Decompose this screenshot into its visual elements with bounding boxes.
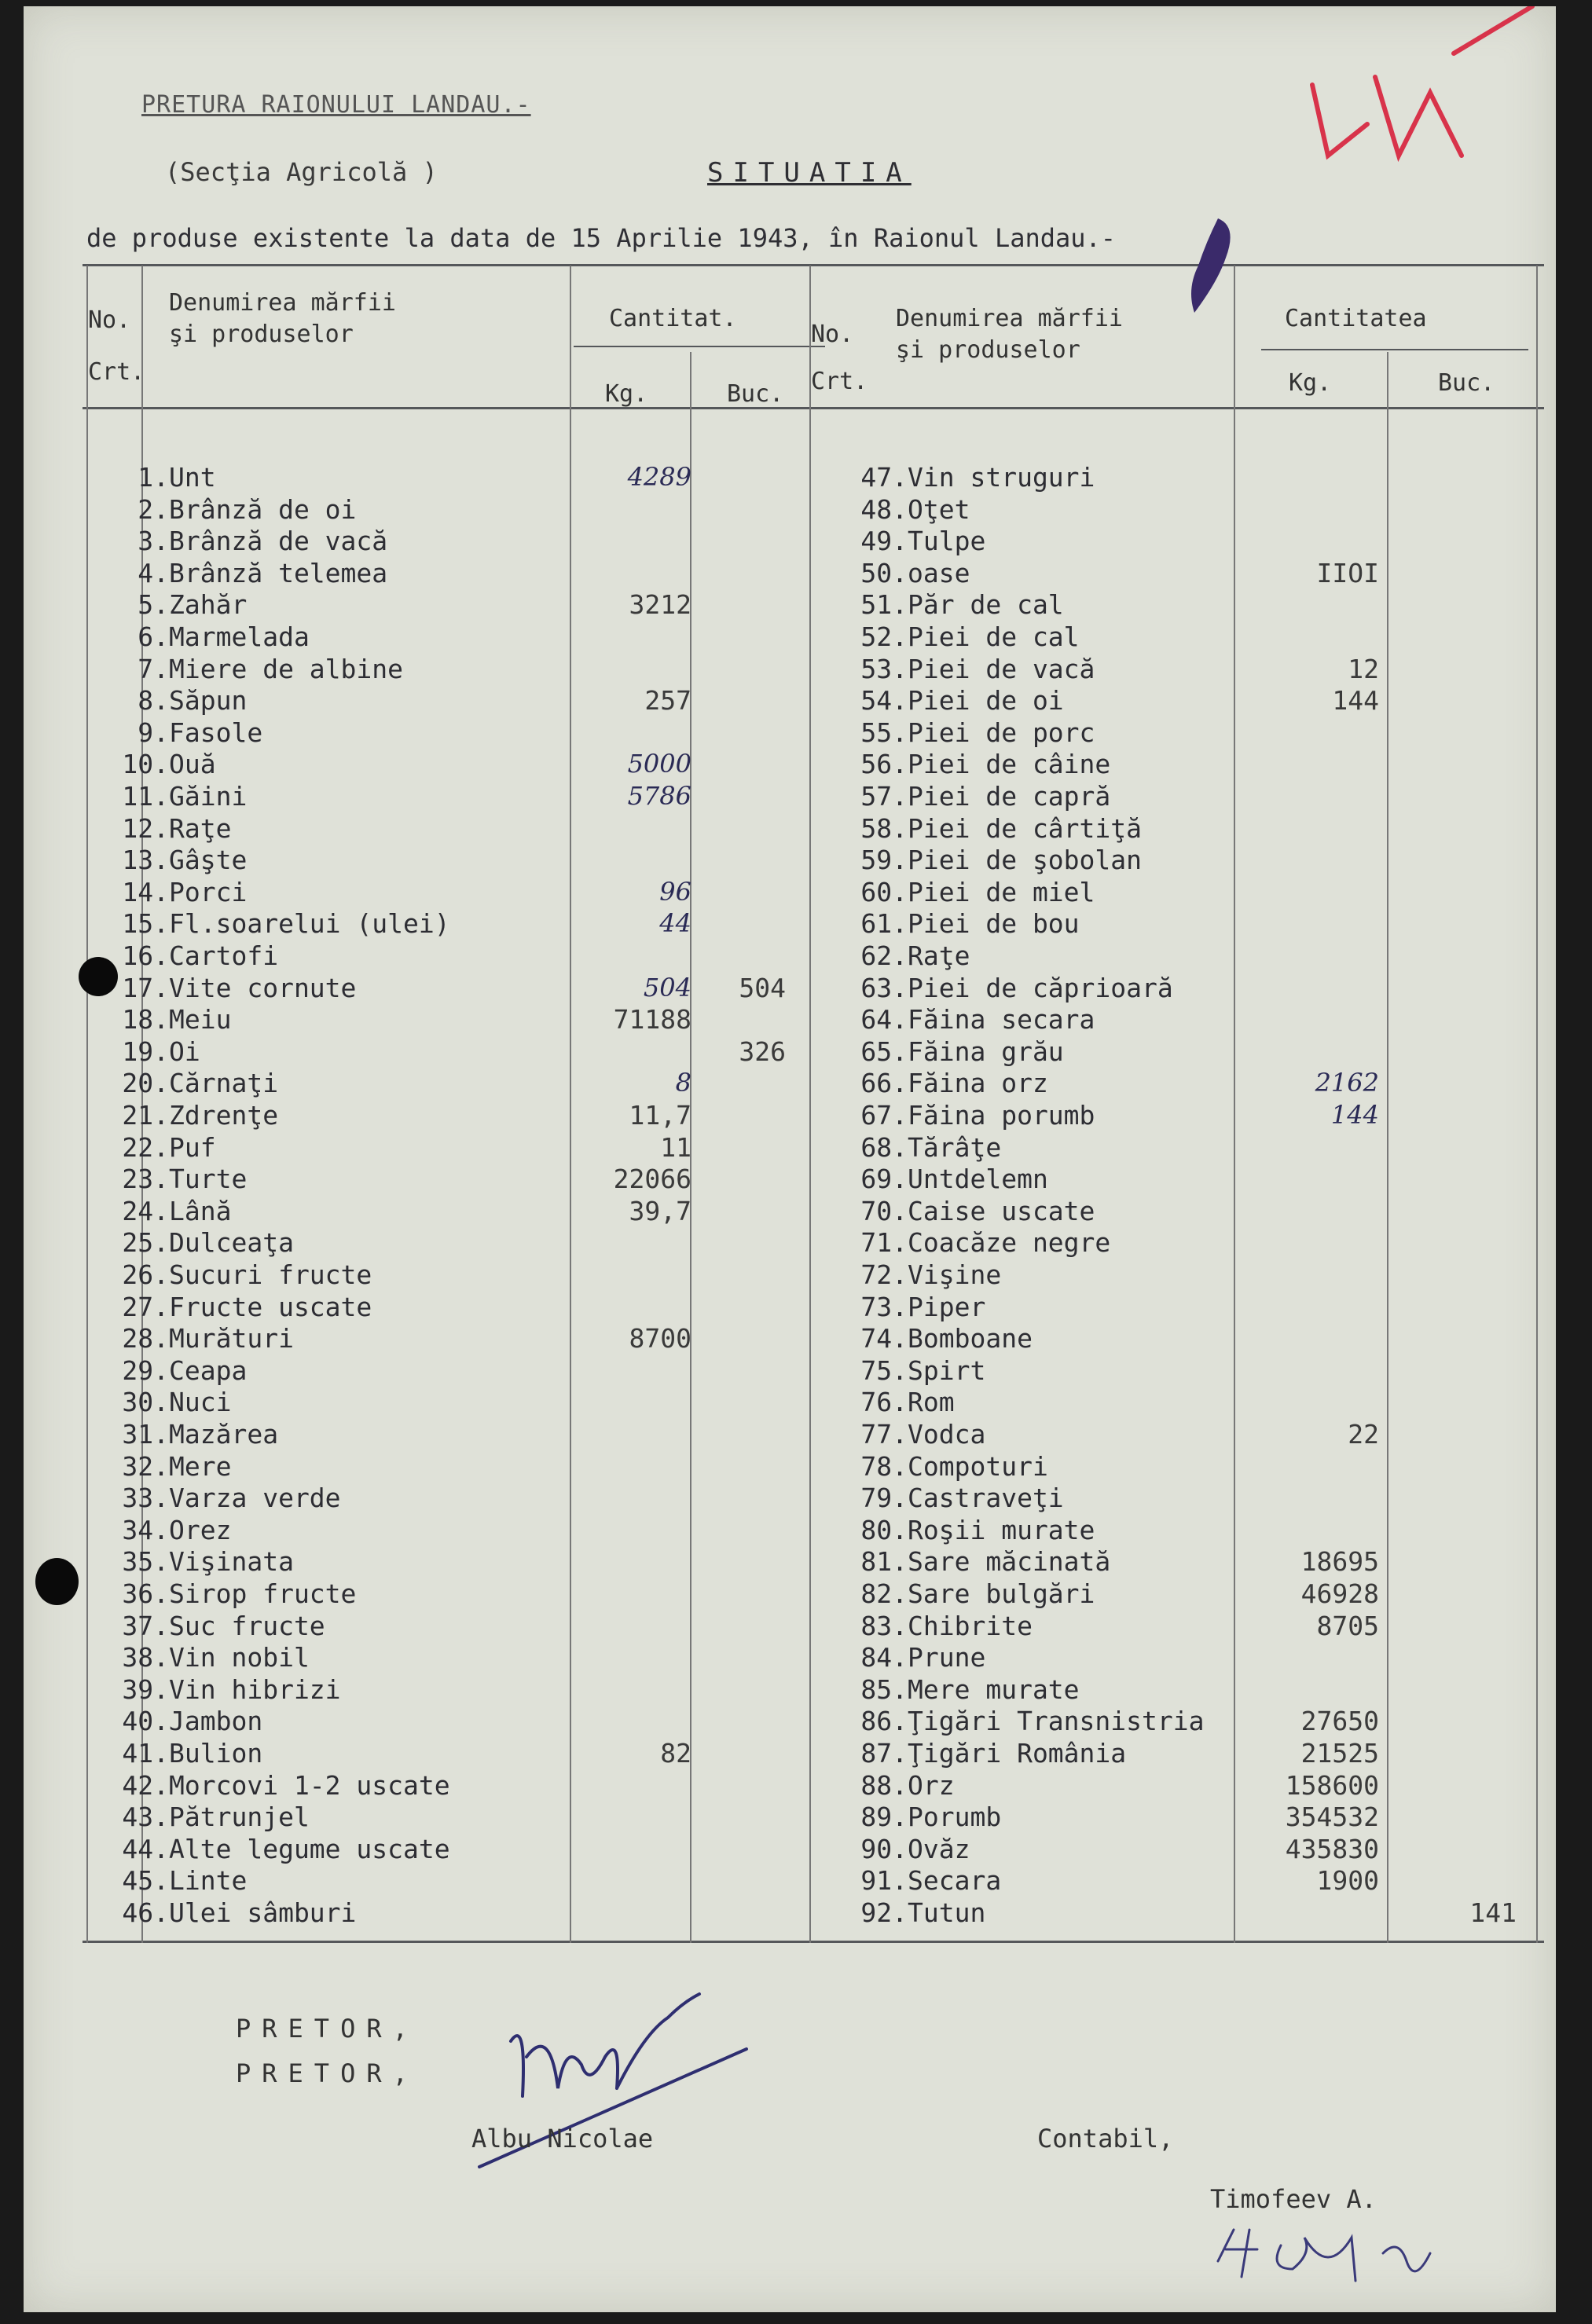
item-name: Vin hibrizi — [169, 1673, 341, 1705]
col-divider — [1536, 266, 1538, 1943]
item-name: Lână — [169, 1195, 232, 1226]
item-number: 5. — [138, 589, 169, 621]
item-qty-kg: 21525 — [1300, 1738, 1379, 1769]
item-name: Ulei sâmburi — [169, 1897, 357, 1928]
col-divider — [570, 266, 571, 1943]
col-header-buc: Buc. — [727, 380, 784, 408]
item-number: 60. — [860, 876, 908, 907]
item-name: Prune — [908, 1642, 986, 1673]
item-number: 12. — [122, 812, 169, 844]
item-name: Porumb — [908, 1802, 1002, 1833]
item-name: Jambon — [169, 1706, 263, 1737]
item-name: Piei de bou — [908, 908, 1080, 940]
item-number: 50. — [860, 557, 908, 588]
item-name: Turte — [169, 1164, 248, 1195]
item-name: Sare măcinată — [908, 1546, 1111, 1578]
item-name: Fasole — [169, 717, 263, 748]
item-number: 56. — [860, 749, 908, 780]
item-name: Sucuri fructe — [169, 1259, 372, 1290]
item-name: Roşii murate — [908, 1514, 1095, 1545]
document-subtitle: de produse existente la data de 15 Aprilie 1943, în Raionul Landau.- — [86, 223, 1117, 253]
item-number: 14. — [122, 876, 169, 907]
item-name: Făina porumb — [908, 1100, 1095, 1131]
item-number: 52. — [860, 621, 908, 652]
item-name: Făina secara — [908, 1004, 1095, 1036]
item-number: 47. — [860, 462, 908, 493]
item-number: 92. — [860, 1897, 908, 1928]
item-name: Păr de cal — [908, 589, 1064, 621]
item-qty-kg: 435830 — [1285, 1833, 1379, 1864]
col-header-name-1: Denumirea mărfii — [169, 289, 396, 317]
item-number: 38. — [122, 1642, 169, 1673]
item-number: 74. — [860, 1323, 908, 1354]
item-number: 70. — [860, 1195, 908, 1226]
item-number: 11. — [122, 781, 169, 812]
item-qty-kg: 504 — [643, 972, 691, 1003]
item-number: 71. — [860, 1227, 908, 1259]
item-number: 75. — [860, 1354, 908, 1386]
item-name: Raţe — [908, 940, 970, 971]
item-number: 33. — [122, 1483, 169, 1514]
item-number: 26. — [122, 1259, 169, 1290]
item-name: Rom — [908, 1387, 955, 1418]
item-number: 48. — [860, 493, 908, 525]
item-qty-kg: 71188 — [613, 1004, 691, 1036]
item-name: Caise uscate — [908, 1195, 1095, 1226]
item-name: Mere murate — [908, 1673, 1080, 1705]
item-name: Compoturi — [908, 1450, 1048, 1482]
document-title: SITUATIA — [707, 157, 912, 189]
item-name: Făina orz — [908, 1068, 1048, 1099]
item-name: Brânză de vacă — [169, 526, 388, 557]
item-name: Vişinata — [169, 1546, 294, 1578]
item-name: Piei de oi — [908, 685, 1064, 717]
item-name: Meiu — [169, 1004, 232, 1036]
item-number: 51. — [860, 589, 908, 621]
item-number: 83. — [860, 1610, 908, 1641]
item-number: 53. — [860, 653, 908, 684]
col-header-no: No. — [811, 321, 854, 348]
item-name: Săpun — [169, 685, 248, 717]
item-qty-kg: 82 — [660, 1738, 691, 1769]
item-name: Fl.soarelui (ulei) — [169, 908, 450, 940]
item-name: Zdrenţe — [169, 1100, 279, 1131]
item-number: 54. — [860, 685, 908, 717]
item-number: 65. — [860, 1036, 908, 1067]
item-qty-kg: 44 — [659, 908, 691, 939]
item-number: 84. — [860, 1642, 908, 1673]
header-bottom-rule — [83, 407, 1544, 409]
contabil-name: Timofeev A. — [1210, 2184, 1377, 2214]
col-header-name-2: şi produselor — [896, 336, 1080, 364]
item-qty-kg: 8 — [675, 1068, 691, 1098]
punch-hole — [35, 1558, 79, 1605]
item-qty-kg: 22066 — [613, 1164, 691, 1195]
item-name: Varza verde — [169, 1483, 341, 1514]
item-name: Făina grău — [908, 1036, 1064, 1067]
punch-hole — [79, 957, 118, 996]
item-name: Oi — [169, 1036, 200, 1067]
item-name: Linte — [169, 1865, 248, 1897]
item-name: Piei de vacă — [908, 653, 1095, 684]
item-name: Pătrunjel — [169, 1802, 310, 1833]
item-number: 49. — [860, 526, 908, 557]
item-number: 85. — [860, 1673, 908, 1705]
archive-number-mark — [1281, 6, 1548, 218]
item-name: Cărnaţi — [169, 1068, 279, 1099]
item-number: 81. — [860, 1546, 908, 1578]
contabil-title: Contabil, — [1037, 2124, 1174, 2154]
item-name: Ovăz — [908, 1833, 970, 1864]
item-qty-kg: 3212 — [629, 589, 691, 621]
col-header-no: No. — [88, 306, 131, 334]
col-divider — [86, 266, 88, 1943]
item-name: Ţigări România — [908, 1738, 1127, 1769]
item-number: 77. — [860, 1419, 908, 1450]
item-qty-kg: 22 — [1348, 1419, 1379, 1450]
item-name: Ţigări Transnistria — [908, 1706, 1205, 1737]
item-number: 57. — [860, 781, 908, 812]
item-name: Castraveţi — [908, 1483, 1064, 1514]
pretor-signature — [448, 1970, 778, 2190]
item-name: Vodca — [908, 1419, 986, 1450]
item-number: 10. — [122, 749, 169, 780]
item-number: 76. — [860, 1387, 908, 1418]
item-number: 27. — [122, 1291, 169, 1322]
item-number: 88. — [860, 1769, 908, 1801]
item-name: Porci — [169, 876, 248, 907]
item-number: 66. — [860, 1068, 908, 1099]
item-number: 1. — [138, 462, 169, 493]
col-header-crt: Crt. — [88, 358, 145, 386]
item-name: Piei de căprioară — [908, 972, 1173, 1003]
item-number: 72. — [860, 1259, 908, 1290]
item-name: Mazărea — [169, 1419, 279, 1450]
item-name: oase — [908, 557, 970, 588]
item-qty-kg: 11,7 — [629, 1100, 691, 1131]
item-name: Piei de şobolan — [908, 845, 1143, 876]
item-name: Ouă — [169, 749, 216, 780]
item-name: Tutun — [908, 1897, 986, 1928]
item-number: 43. — [122, 1802, 169, 1833]
item-name: Vin struguri — [908, 462, 1095, 493]
item-number: 86. — [860, 1706, 908, 1737]
item-qty-kg: 11 — [660, 1131, 691, 1163]
item-name: Suc fructe — [169, 1610, 325, 1641]
item-name: Untdelemn — [908, 1164, 1048, 1195]
item-number: 22. — [122, 1131, 169, 1163]
item-number: 31. — [122, 1419, 169, 1450]
item-qty-kg: 39,7 — [629, 1195, 691, 1226]
item-number: 90. — [860, 1833, 908, 1864]
item-number: 63. — [860, 972, 908, 1003]
item-number: 7. — [138, 653, 169, 684]
item-qty-kg: 96 — [659, 876, 691, 907]
item-name: Orez — [169, 1514, 232, 1545]
item-name: Miere de albine — [169, 653, 404, 684]
item-name: Brânză telemea — [169, 557, 388, 588]
item-name: Piper — [908, 1291, 986, 1322]
item-name: Morcovi 1-2 uscate — [169, 1769, 450, 1801]
pretor-title: PRETOR, — [236, 2014, 419, 2044]
item-number: 34. — [122, 1514, 169, 1545]
item-name: Brânză de oi — [169, 493, 357, 525]
item-number: 18. — [122, 1004, 169, 1036]
item-number: 80. — [860, 1514, 908, 1545]
item-qty-kg: 158600 — [1285, 1769, 1379, 1801]
item-name: Vişine — [908, 1259, 1002, 1290]
item-number: 35. — [122, 1546, 169, 1578]
item-number: 91. — [860, 1865, 908, 1897]
item-name: Oţet — [908, 493, 970, 525]
item-qty-kg: IIOI — [1316, 557, 1379, 588]
item-number: 45. — [122, 1865, 169, 1897]
item-number: 25. — [122, 1227, 169, 1259]
item-number: 64. — [860, 1004, 908, 1036]
item-number: 62. — [860, 940, 908, 971]
item-number: 55. — [860, 717, 908, 748]
item-number: 61. — [860, 908, 908, 940]
item-name: Piei de câine — [908, 749, 1111, 780]
item-number: 8. — [138, 685, 169, 717]
item-qty-kg: 1900 — [1316, 1865, 1379, 1897]
item-name: Cartofi — [169, 940, 279, 971]
item-number: 40. — [122, 1706, 169, 1737]
col-header-qty: Cantitat. — [609, 305, 737, 332]
item-number: 69. — [860, 1164, 908, 1195]
col-header-buc: Buc. — [1438, 369, 1495, 397]
item-qty-kg: 354532 — [1285, 1802, 1379, 1833]
item-number: 37. — [122, 1610, 169, 1641]
item-name: Marmelada — [169, 621, 310, 652]
item-number: 4. — [138, 557, 169, 588]
pretor-name: Albu Nicolae — [471, 2124, 654, 2154]
item-qty-buc: 141 — [1469, 1897, 1517, 1928]
item-number: 20. — [122, 1068, 169, 1099]
item-qty-kg: 8700 — [629, 1323, 691, 1354]
item-number: 87. — [860, 1738, 908, 1769]
pretor-title: PRETOR, — [236, 2058, 419, 2088]
item-name: Piei de cal — [908, 621, 1080, 652]
item-name: Bulion — [169, 1738, 263, 1769]
item-name: Piei de capră — [908, 781, 1111, 812]
col-header-qty: Cantitatea — [1285, 305, 1427, 332]
item-number: 15. — [122, 908, 169, 940]
item-name: Ceapa — [169, 1354, 248, 1386]
item-name: Dulceaţa — [169, 1227, 294, 1259]
item-number: 58. — [860, 812, 908, 844]
item-number: 6. — [138, 621, 169, 652]
item-number: 82. — [860, 1578, 908, 1609]
item-name: Spirt — [908, 1354, 986, 1386]
item-name: Alte legume uscate — [169, 1833, 450, 1864]
item-qty-kg: 8705 — [1316, 1610, 1379, 1641]
item-qty-kg: 2162 — [1315, 1068, 1379, 1098]
item-number: 28. — [122, 1323, 169, 1354]
item-number: 24. — [122, 1195, 169, 1226]
col-header-kg: Kg. — [1289, 369, 1332, 397]
table-bottom-rule — [83, 1941, 1544, 1943]
item-name: Fructe uscate — [169, 1291, 372, 1322]
item-number: 2. — [138, 493, 169, 525]
contabil-signature — [1194, 2206, 1477, 2300]
item-name: Nuci — [169, 1387, 232, 1418]
item-name: Piei de porc — [908, 717, 1095, 748]
col-header-name-2: şi produselor — [169, 321, 354, 348]
item-name: Piei de miel — [908, 876, 1095, 907]
item-qty-kg: 18695 — [1300, 1546, 1379, 1578]
item-number: 73. — [860, 1291, 908, 1322]
item-number: 19. — [122, 1036, 169, 1067]
item-qty-kg: 144 — [1330, 1100, 1379, 1130]
item-name: Sirop fructe — [169, 1578, 357, 1609]
item-number: 30. — [122, 1387, 169, 1418]
item-name: Tulpe — [908, 526, 986, 557]
col-divider — [1387, 352, 1388, 1943]
item-number: 59. — [860, 845, 908, 876]
item-number: 3. — [138, 526, 169, 557]
item-number: 44. — [122, 1833, 169, 1864]
item-qty-buc: 504 — [739, 972, 786, 1003]
item-number: 9. — [138, 717, 169, 748]
item-name: Vite cornute — [169, 972, 357, 1003]
item-number: 46. — [122, 1897, 169, 1928]
item-name: Piei de cârtiţă — [908, 812, 1143, 844]
qty-right-underline — [1261, 349, 1528, 350]
item-qty-kg: 5000 — [627, 749, 691, 779]
item-number: 41. — [122, 1738, 169, 1769]
col-divider — [1234, 266, 1235, 1943]
item-qty-kg: 46928 — [1300, 1578, 1379, 1609]
ink-blot — [1163, 211, 1257, 336]
item-number: 78. — [860, 1450, 908, 1482]
item-number: 23. — [122, 1164, 169, 1195]
item-qty-kg: 144 — [1332, 685, 1379, 717]
item-name: Mere — [169, 1450, 232, 1482]
item-number: 42. — [122, 1769, 169, 1801]
item-number: 36. — [122, 1578, 169, 1609]
item-qty-kg: 27650 — [1300, 1706, 1379, 1737]
item-number: 13. — [122, 845, 169, 876]
col-divider — [809, 266, 811, 1943]
item-number: 16. — [122, 940, 169, 971]
item-name: Chibrite — [908, 1610, 1033, 1641]
item-name: Coacăze negre — [908, 1227, 1111, 1259]
item-qty-kg: 5786 — [627, 781, 691, 811]
item-number: 68. — [860, 1131, 908, 1163]
item-number: 39. — [122, 1673, 169, 1705]
item-qty-kg: 257 — [644, 685, 691, 717]
item-name: Secara — [908, 1865, 1002, 1897]
item-name: Raţe — [169, 812, 232, 844]
item-name: Bomboane — [908, 1323, 1033, 1354]
item-number: 89. — [860, 1802, 908, 1833]
item-name: Murături — [169, 1323, 294, 1354]
table-top-rule — [83, 264, 1544, 266]
item-number: 21. — [122, 1100, 169, 1131]
item-number: 67. — [860, 1100, 908, 1131]
item-name: Unt — [169, 462, 216, 493]
item-qty-kg: 4289 — [627, 462, 691, 492]
item-number: 29. — [122, 1354, 169, 1386]
item-name: Sare bulgări — [908, 1578, 1095, 1609]
col-header-crt: Crt. — [811, 368, 868, 395]
item-name: Gâşte — [169, 845, 248, 876]
item-name: Orz — [908, 1769, 955, 1801]
item-number: 32. — [122, 1450, 169, 1482]
item-name: Tărâţe — [908, 1131, 1002, 1163]
item-name: Puf — [169, 1131, 216, 1163]
item-name: Zahăr — [169, 589, 248, 621]
section-name: (Secţia Agricolă ) — [165, 157, 438, 187]
institution-name: PRETURA RAIONULUI LANDAU.- — [141, 91, 531, 119]
col-header-name-1: Denumirea mărfii — [896, 305, 1123, 332]
item-number: 79. — [860, 1483, 908, 1514]
item-name: Găini — [169, 781, 248, 812]
item-qty-kg: 12 — [1348, 653, 1379, 684]
item-number: 17. — [122, 972, 169, 1003]
item-qty-buc: 326 — [739, 1036, 786, 1067]
col-header-kg: Kg. — [605, 380, 648, 408]
document-sheet — [24, 6, 1556, 2312]
item-name: Vin nobil — [169, 1642, 310, 1673]
qty-left-underline — [574, 346, 825, 347]
